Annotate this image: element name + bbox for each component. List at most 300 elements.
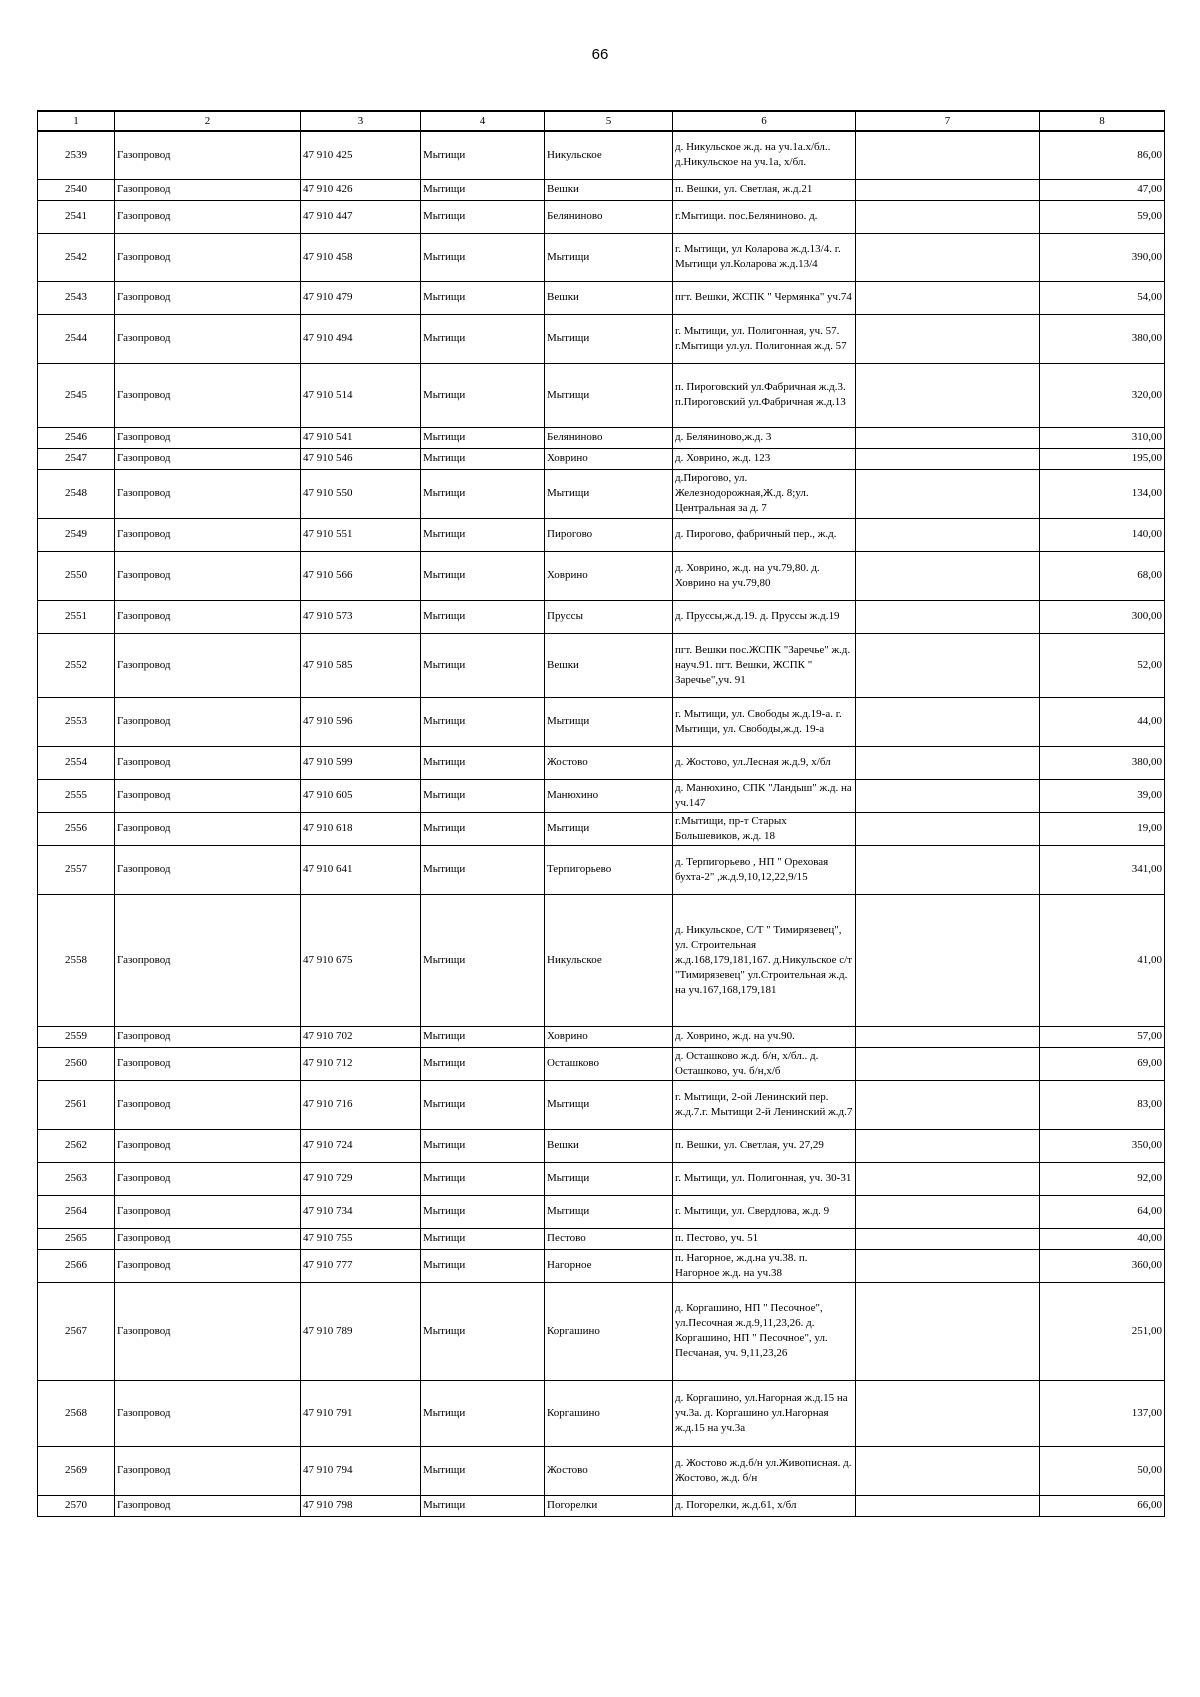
locality: Мытищи	[545, 1162, 673, 1195]
address: д. Коргашино, НП " Песочное", ул.Песочная ж.д.9,11,23,26. д. Коргашино, НП " Песочное", ул. Песчаная, уч. 9,11,23,26	[673, 1282, 856, 1380]
oktmo-code: 47 910 546	[301, 448, 421, 469]
table-row	[38, 233, 1165, 281]
district: Мытищи	[421, 845, 545, 894]
column-7-cell	[856, 448, 1040, 469]
value: 251,00	[1040, 1282, 1165, 1380]
locality: Терпигорьево	[545, 845, 673, 894]
value: 39,00	[1040, 779, 1165, 812]
locality: Жостово	[545, 1446, 673, 1495]
column-7-cell	[856, 1080, 1040, 1129]
oktmo-code: 47 910 596	[301, 697, 421, 746]
value: 195,00	[1040, 448, 1165, 469]
table-row	[38, 1446, 1165, 1495]
column-7-cell	[856, 1495, 1040, 1516]
value: 41,00	[1040, 894, 1165, 1026]
oktmo-code: 47 910 641	[301, 845, 421, 894]
locality: Мытищи	[545, 812, 673, 845]
locality: Вешки	[545, 633, 673, 697]
header-row	[38, 111, 1165, 131]
address: д. Никульское ж.д. на уч.1а.х/бл.. д.Никульское на уч.1а, х/бл.	[673, 131, 856, 179]
column-7-cell	[856, 894, 1040, 1026]
object-type: Газопровод	[115, 1195, 301, 1228]
column-7-cell	[856, 633, 1040, 697]
object-type: Газопровод	[115, 1026, 301, 1047]
locality: Ховрино	[545, 551, 673, 600]
table-row	[38, 1162, 1165, 1195]
district: Мытищи	[421, 448, 545, 469]
row-number: 2551	[38, 600, 115, 633]
table-row	[38, 1195, 1165, 1228]
address: п. Пестово, уч. 51	[673, 1228, 856, 1249]
value: 92,00	[1040, 1162, 1165, 1195]
address: д. Погорелки, ж.д.61, х/бл	[673, 1495, 856, 1516]
object-type: Газопровод	[115, 812, 301, 845]
oktmo-code: 47 910 716	[301, 1080, 421, 1129]
object-type: Газопровод	[115, 200, 301, 233]
value: 68,00	[1040, 551, 1165, 600]
locality: Беляниново	[545, 200, 673, 233]
object-type: Газопровод	[115, 427, 301, 448]
locality: Вешки	[545, 1129, 673, 1162]
row-number: 2544	[38, 314, 115, 363]
table-row	[38, 281, 1165, 314]
district: Мытищи	[421, 314, 545, 363]
column-7-cell	[856, 1047, 1040, 1080]
district: Мытищи	[421, 1495, 545, 1516]
column-7-cell	[856, 812, 1040, 845]
column-7-cell	[856, 518, 1040, 551]
row-number: 2540	[38, 179, 115, 200]
column-7-cell	[856, 1129, 1040, 1162]
address: д. Терпигорьево , НП " Ореховая бухта-2" ,ж.д.9,10,12,22,9/15	[673, 845, 856, 894]
locality: Погорелки	[545, 1495, 673, 1516]
table-body	[38, 131, 1165, 1516]
table-row	[38, 1228, 1165, 1249]
column-7-cell	[856, 427, 1040, 448]
oktmo-code: 47 910 729	[301, 1162, 421, 1195]
locality: Коргашино	[545, 1380, 673, 1446]
column-7-cell	[856, 1026, 1040, 1047]
oktmo-code: 47 910 551	[301, 518, 421, 551]
row-number: 2570	[38, 1495, 115, 1516]
value: 19,00	[1040, 812, 1165, 845]
address: пгт. Вешки пос.ЖСПК "Заречье" ж.д. науч.91. пгт. Вешки, ЖСПК " Заречье",уч. 91	[673, 633, 856, 697]
locality: Коргашино	[545, 1282, 673, 1380]
district: Мытищи	[421, 233, 545, 281]
object-type: Газопровод	[115, 281, 301, 314]
table-row	[38, 1129, 1165, 1162]
locality: Ховрино	[545, 1026, 673, 1047]
locality: Никульское	[545, 894, 673, 1026]
value: 380,00	[1040, 746, 1165, 779]
value: 137,00	[1040, 1380, 1165, 1446]
address: д. Коргашино, ул.Нагорная ж.д.15 на уч.3а. д. Коргашино ул.Нагорная ж.д.15 на уч.3а	[673, 1380, 856, 1446]
address: п. Пироговский ул.Фабричная ж.д.3. п.Пироговский ул.Фабричная ж.д.13	[673, 363, 856, 427]
locality: Ховрино	[545, 448, 673, 469]
value: 390,00	[1040, 233, 1165, 281]
address: д. Ховрино, ж.д. 123	[673, 448, 856, 469]
address: п. Вешки, ул. Светлая, ж.д.21	[673, 179, 856, 200]
oktmo-code: 47 910 724	[301, 1129, 421, 1162]
locality: Пестово	[545, 1228, 673, 1249]
column-7-cell	[856, 1195, 1040, 1228]
column-header: 2	[115, 111, 301, 131]
value: 350,00	[1040, 1129, 1165, 1162]
value: 380,00	[1040, 314, 1165, 363]
row-number: 2560	[38, 1047, 115, 1080]
district: Мытищи	[421, 697, 545, 746]
table-row	[38, 894, 1165, 1026]
oktmo-code: 47 910 755	[301, 1228, 421, 1249]
address: д. Беляниново,ж.д. 3	[673, 427, 856, 448]
row-number: 2556	[38, 812, 115, 845]
locality: Мытищи	[545, 363, 673, 427]
table-row	[38, 746, 1165, 779]
oktmo-code: 47 910 550	[301, 469, 421, 518]
object-type: Газопровод	[115, 131, 301, 179]
row-number: 2545	[38, 363, 115, 427]
table-row	[38, 812, 1165, 845]
table-row	[38, 1080, 1165, 1129]
column-7-cell	[856, 551, 1040, 600]
value: 341,00	[1040, 845, 1165, 894]
row-number: 2552	[38, 633, 115, 697]
oktmo-code: 47 910 712	[301, 1047, 421, 1080]
object-type: Газопровод	[115, 600, 301, 633]
value: 83,00	[1040, 1080, 1165, 1129]
row-number: 2543	[38, 281, 115, 314]
row-number: 2568	[38, 1380, 115, 1446]
row-number: 2550	[38, 551, 115, 600]
value: 64,00	[1040, 1195, 1165, 1228]
address: г. Мытищи, 2-ой Ленинский пер. ж.д.7.г. Мытищи 2-й Ленинский ж.д.7	[673, 1080, 856, 1129]
oktmo-code: 47 910 789	[301, 1282, 421, 1380]
value: 40,00	[1040, 1228, 1165, 1249]
address: д. Осташково ж.д. б/н, х/бл.. д. Осташково, уч. б/н,х/б	[673, 1047, 856, 1080]
table-row	[38, 427, 1165, 448]
district: Мытищи	[421, 427, 545, 448]
oktmo-code: 47 910 599	[301, 746, 421, 779]
table-row	[38, 600, 1165, 633]
table-row	[38, 1047, 1165, 1080]
table-row	[38, 131, 1165, 179]
district: Мытищи	[421, 551, 545, 600]
locality: Жостово	[545, 746, 673, 779]
district: Мытищи	[421, 1129, 545, 1162]
table-row	[38, 845, 1165, 894]
table-row	[38, 363, 1165, 427]
table-row	[38, 1026, 1165, 1047]
district: Мытищи	[421, 1446, 545, 1495]
row-number: 2567	[38, 1282, 115, 1380]
address: д. Никульское, С/Т " Тимирязевец", ул. Строительная ж.д.168,179,181,167. д.Никульское с/т "Тимирязевец" ул.Строительная ж.д. на уч.167,168,179,181	[673, 894, 856, 1026]
object-type: Газопровод	[115, 314, 301, 363]
district: Мытищи	[421, 518, 545, 551]
object-type: Газопровод	[115, 697, 301, 746]
district: Мытищи	[421, 469, 545, 518]
value: 320,00	[1040, 363, 1165, 427]
table-row	[38, 633, 1165, 697]
column-header: 8	[1040, 111, 1165, 131]
oktmo-code: 47 910 426	[301, 179, 421, 200]
oktmo-code: 47 910 605	[301, 779, 421, 812]
locality: Мытищи	[545, 697, 673, 746]
object-type: Газопровод	[115, 363, 301, 427]
district: Мытищи	[421, 1195, 545, 1228]
oktmo-code: 47 910 566	[301, 551, 421, 600]
district: Мытищи	[421, 1249, 545, 1282]
district: Мытищи	[421, 894, 545, 1026]
locality: Вешки	[545, 281, 673, 314]
row-number: 2565	[38, 1228, 115, 1249]
district: Мытищи	[421, 363, 545, 427]
table-row	[38, 779, 1165, 812]
oktmo-code: 47 910 794	[301, 1446, 421, 1495]
table-row	[38, 1380, 1165, 1446]
district: Мытищи	[421, 131, 545, 179]
district: Мытищи	[421, 1026, 545, 1047]
column-7-cell	[856, 779, 1040, 812]
district: Мытищи	[421, 1162, 545, 1195]
column-7-cell	[856, 469, 1040, 518]
row-number: 2553	[38, 697, 115, 746]
locality: Осташково	[545, 1047, 673, 1080]
oktmo-code: 47 910 702	[301, 1026, 421, 1047]
column-7-cell	[856, 697, 1040, 746]
table-row	[38, 1282, 1165, 1380]
table-row	[38, 697, 1165, 746]
table-row	[38, 518, 1165, 551]
column-header: 5	[545, 111, 673, 131]
address: г. Мытищи, ул. Свободы ж.д.19-а. г. Мытищи, ул. Свободы,ж.д. 19-а	[673, 697, 856, 746]
address: д. Пирогово, фабричный пер., ж.д.	[673, 518, 856, 551]
oktmo-code: 47 910 585	[301, 633, 421, 697]
table-row	[38, 448, 1165, 469]
oktmo-code: 47 910 479	[301, 281, 421, 314]
object-type: Газопровод	[115, 1228, 301, 1249]
object-type: Газопровод	[115, 551, 301, 600]
object-type: Газопровод	[115, 1249, 301, 1282]
object-type: Газопровод	[115, 746, 301, 779]
address: г. Мытищи, ул. Полигонная, уч. 30-31	[673, 1162, 856, 1195]
district: Мытищи	[421, 1282, 545, 1380]
object-type: Газопровод	[115, 1080, 301, 1129]
address: д. Ховрино, ж.д. на уч.90.	[673, 1026, 856, 1047]
column-header: 4	[421, 111, 545, 131]
column-7-cell	[856, 233, 1040, 281]
district: Мытищи	[421, 1380, 545, 1446]
district: Мытищи	[421, 600, 545, 633]
oktmo-code: 47 910 514	[301, 363, 421, 427]
address: г. Мытищи, ул. Свердлова, ж.д. 9	[673, 1195, 856, 1228]
locality: Мытищи	[545, 314, 673, 363]
oktmo-code: 47 910 777	[301, 1249, 421, 1282]
column-7-cell	[856, 179, 1040, 200]
column-7-cell	[856, 1228, 1040, 1249]
locality: Вешки	[545, 179, 673, 200]
locality: Мытищи	[545, 1080, 673, 1129]
object-type: Газопровод	[115, 1446, 301, 1495]
column-7-cell	[856, 746, 1040, 779]
row-number: 2541	[38, 200, 115, 233]
row-number: 2547	[38, 448, 115, 469]
column-7-cell	[856, 314, 1040, 363]
object-type: Газопровод	[115, 633, 301, 697]
row-number: 2546	[38, 427, 115, 448]
column-7-cell	[856, 131, 1040, 179]
value: 360,00	[1040, 1249, 1165, 1282]
row-number: 2549	[38, 518, 115, 551]
district: Мытищи	[421, 179, 545, 200]
value: 134,00	[1040, 469, 1165, 518]
address: д. Жостово, ул.Лесная ж.д.9, х/бл	[673, 746, 856, 779]
column-header: 3	[301, 111, 421, 131]
column-7-cell	[856, 281, 1040, 314]
address: п. Нагорное, ж.д.на уч.38. п. Нагорное ж.д. на уч.38	[673, 1249, 856, 1282]
address: пгт. Вешки, ЖСПК " Чермянка" уч.74	[673, 281, 856, 314]
address: п. Вешки, ул. Светлая, уч. 27,29	[673, 1129, 856, 1162]
table-row	[38, 551, 1165, 600]
table-row	[38, 179, 1165, 200]
district: Мытищи	[421, 1080, 545, 1129]
column-header: 1	[38, 111, 115, 131]
value: 52,00	[1040, 633, 1165, 697]
oktmo-code: 47 910 791	[301, 1380, 421, 1446]
object-type: Газопровод	[115, 469, 301, 518]
table-row	[38, 469, 1165, 518]
oktmo-code: 47 910 675	[301, 894, 421, 1026]
address: г.Мытищи. пос.Беляниново. д.	[673, 200, 856, 233]
column-7-cell	[856, 1249, 1040, 1282]
oktmo-code: 47 910 618	[301, 812, 421, 845]
page-number: 66	[591, 46, 609, 63]
column-7-cell	[856, 1446, 1040, 1495]
oktmo-code: 47 910 494	[301, 314, 421, 363]
district: Мытищи	[421, 812, 545, 845]
row-number: 2554	[38, 746, 115, 779]
row-number: 2563	[38, 1162, 115, 1195]
row-number: 2558	[38, 894, 115, 1026]
column-7-cell	[856, 200, 1040, 233]
district: Мытищи	[421, 1047, 545, 1080]
locality: Мытищи	[545, 1195, 673, 1228]
column-header: 7	[856, 111, 1040, 131]
column-7-cell	[856, 845, 1040, 894]
locality: Мытищи	[545, 233, 673, 281]
object-type: Газопровод	[115, 1047, 301, 1080]
address: г. Мытищи, ул Коларова ж.д.13/4. г. Мытищи ул.Коларова ж.д.13/4	[673, 233, 856, 281]
object-type: Газопровод	[115, 894, 301, 1026]
locality: Беляниново	[545, 427, 673, 448]
oktmo-code: 47 910 425	[301, 131, 421, 179]
value: 59,00	[1040, 200, 1165, 233]
locality: Пирогово	[545, 518, 673, 551]
oktmo-code: 47 910 734	[301, 1195, 421, 1228]
address: г.Мытищи, пр-т Старых Большевиков, ж.д. 18	[673, 812, 856, 845]
column-header: 6	[673, 111, 856, 131]
value: 50,00	[1040, 1446, 1165, 1495]
row-number: 2562	[38, 1129, 115, 1162]
locality: Пруссы	[545, 600, 673, 633]
locality: Манюхино	[545, 779, 673, 812]
object-type: Газопровод	[115, 779, 301, 812]
value: 310,00	[1040, 427, 1165, 448]
object-type: Газопровод	[115, 1380, 301, 1446]
district: Мытищи	[421, 633, 545, 697]
row-number: 2555	[38, 779, 115, 812]
value: 57,00	[1040, 1026, 1165, 1047]
table-row	[38, 1249, 1165, 1282]
object-type: Газопровод	[115, 845, 301, 894]
row-number: 2566	[38, 1249, 115, 1282]
oktmo-code: 47 910 541	[301, 427, 421, 448]
object-type: Газопровод	[115, 233, 301, 281]
row-number: 2561	[38, 1080, 115, 1129]
district: Мытищи	[421, 281, 545, 314]
value: 86,00	[1040, 131, 1165, 179]
value: 140,00	[1040, 518, 1165, 551]
district: Мытищи	[421, 746, 545, 779]
oktmo-code: 47 910 798	[301, 1495, 421, 1516]
table-row	[38, 314, 1165, 363]
table-header	[38, 111, 1165, 131]
registry-table	[37, 110, 1165, 1517]
row-number: 2557	[38, 845, 115, 894]
object-type: Газопровод	[115, 1129, 301, 1162]
table-row	[38, 200, 1165, 233]
column-7-cell	[856, 1380, 1040, 1446]
address: д. Пруссы,ж.д.19. д. Пруссы ж.д.19	[673, 600, 856, 633]
column-7-cell	[856, 363, 1040, 427]
value: 47,00	[1040, 179, 1165, 200]
object-type: Газопровод	[115, 518, 301, 551]
address: д. Манюхино, СПК "Ландыш" ж.д. на уч.147	[673, 779, 856, 812]
locality: Нагорное	[545, 1249, 673, 1282]
address: г. Мытищи, ул. Полигонная, уч. 57. г.Мытищи ул.ул. Полигонная ж.д. 57	[673, 314, 856, 363]
object-type: Газопровод	[115, 448, 301, 469]
district: Мытищи	[421, 779, 545, 812]
column-7-cell	[856, 600, 1040, 633]
address: д. Жостово ж.д.б/н ул.Живописная. д. Жостово, ж.д. б/н	[673, 1446, 856, 1495]
row-number: 2559	[38, 1026, 115, 1047]
value: 66,00	[1040, 1495, 1165, 1516]
table-row	[38, 1495, 1165, 1516]
district: Мытищи	[421, 1228, 545, 1249]
object-type: Газопровод	[115, 1282, 301, 1380]
object-type: Газопровод	[115, 1162, 301, 1195]
column-7-cell	[856, 1282, 1040, 1380]
value: 44,00	[1040, 697, 1165, 746]
district: Мытищи	[421, 200, 545, 233]
address: д. Ховрино, ж.д. на уч.79,80. д. Ховрино на уч.79,80	[673, 551, 856, 600]
object-type: Газопровод	[115, 1495, 301, 1516]
locality: Никульское	[545, 131, 673, 179]
object-type: Газопровод	[115, 179, 301, 200]
row-number: 2564	[38, 1195, 115, 1228]
column-7-cell	[856, 1162, 1040, 1195]
oktmo-code: 47 910 447	[301, 200, 421, 233]
value: 54,00	[1040, 281, 1165, 314]
row-number: 2542	[38, 233, 115, 281]
row-number: 2569	[38, 1446, 115, 1495]
value: 69,00	[1040, 1047, 1165, 1080]
address: д.Пирогово, ул. Железнодорожная,Ж.д. 8;ул. Центральная за д. 7	[673, 469, 856, 518]
oktmo-code: 47 910 573	[301, 600, 421, 633]
oktmo-code: 47 910 458	[301, 233, 421, 281]
row-number: 2539	[38, 131, 115, 179]
row-number: 2548	[38, 469, 115, 518]
value: 300,00	[1040, 600, 1165, 633]
